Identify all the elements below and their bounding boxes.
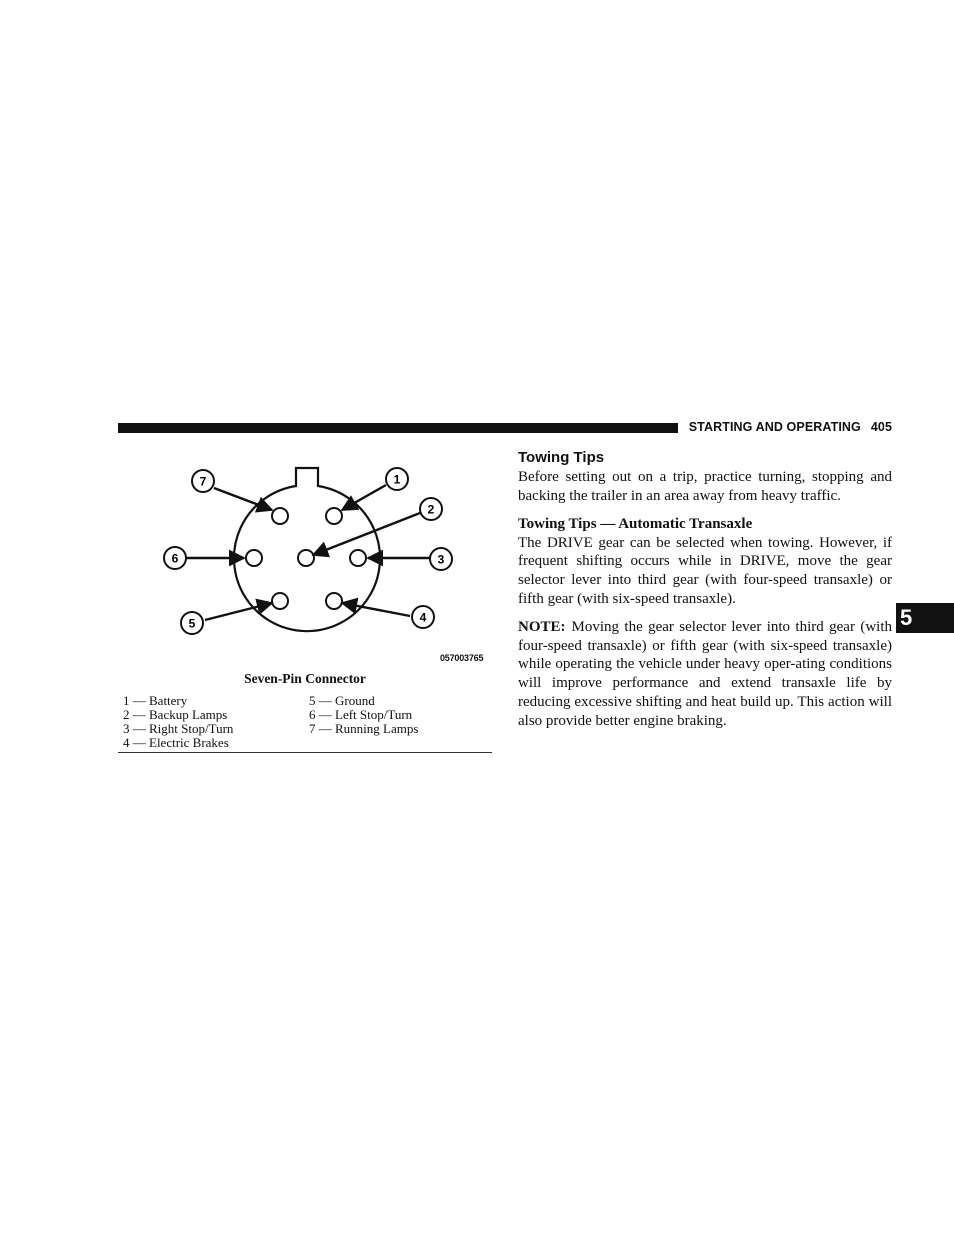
callout-1	[386, 468, 408, 490]
automatic-transaxle-paragraph: The DRIVE gear can be selected when towing. However, if frequent shifting occurs while in DRIVE, move the gear selector lever into third gear (with four-speed transaxle) or fifth gear (with six-speed transaxle).	[518, 534, 892, 607]
legend-column-left	[123, 694, 233, 750]
page-number: 405	[870, 420, 892, 434]
running-header	[688, 420, 892, 434]
pin-hole-5	[272, 593, 288, 609]
pin-hole-6	[246, 550, 262, 566]
legend-item: 2 — Backup Lamps	[123, 707, 228, 722]
legend-item: 7 — Running Lamps	[309, 721, 419, 736]
callout-6	[164, 547, 186, 569]
chapter-tab: 5	[896, 603, 954, 633]
figure-caption: Seven-Pin Connector	[244, 671, 366, 686]
pin-label-7: 7	[199, 474, 207, 489]
arrow-4	[342, 603, 410, 616]
legend-column-right	[309, 694, 418, 736]
legend-item: 6 — Left Stop/Turn	[309, 707, 413, 722]
main-text-column	[518, 448, 892, 731]
callout-2	[420, 498, 442, 520]
note-label: NOTE:	[518, 618, 566, 635]
pin-label-2: 2	[427, 502, 435, 517]
arrow-5	[205, 603, 272, 620]
callout-3	[430, 548, 452, 570]
legend-item: 4 — Electric Brakes	[123, 735, 229, 750]
note-paragraph	[518, 618, 892, 731]
legend-item: 3 — Right Stop/Turn	[123, 721, 234, 736]
callout-7	[192, 470, 214, 492]
legend-item: 1 — Battery	[123, 693, 188, 708]
pin-hole-1	[326, 508, 342, 524]
pin-hole-3	[350, 550, 366, 566]
seven-pin-connector-diagram	[150, 458, 490, 668]
section-title: STARTING AND OPERATING	[688, 420, 861, 434]
header-rule	[118, 423, 678, 433]
automatic-transaxle-heading: Towing Tips — Automatic Transaxle	[518, 515, 753, 532]
legend-item: 5 — Ground	[309, 693, 375, 708]
pin-label-5: 5	[188, 616, 196, 631]
pin-hole-7	[272, 508, 288, 524]
callout-4	[412, 606, 434, 628]
towing-tips-heading: Towing Tips	[518, 449, 605, 466]
figure-code: 057003765	[440, 653, 484, 663]
pin-hole-4	[326, 593, 342, 609]
pin-label-4: 4	[419, 610, 427, 625]
pin-label-6: 6	[171, 551, 179, 566]
callout-5	[181, 612, 203, 634]
arrow-2	[313, 513, 420, 555]
pin-label-3: 3	[437, 552, 445, 567]
pin-label-1: 1	[393, 472, 401, 487]
note-text: Moving the gear selector lever into third gear (with four-speed transaxle) or fifth gear (with six-speed transaxle) while operating the vehicle under heavy oper-ating conditions will improve performance and extend transaxle life by reducing excessive shifting and heat build up. This action will also provide better engine braking.	[518, 618, 892, 729]
legend-divider	[118, 752, 492, 753]
towing-tips-paragraph: Before setting out on a trip, practice turning, stopping and backing the trailer in an area away from heavy traffic.	[518, 469, 892, 504]
pin-hole-2	[298, 550, 314, 566]
